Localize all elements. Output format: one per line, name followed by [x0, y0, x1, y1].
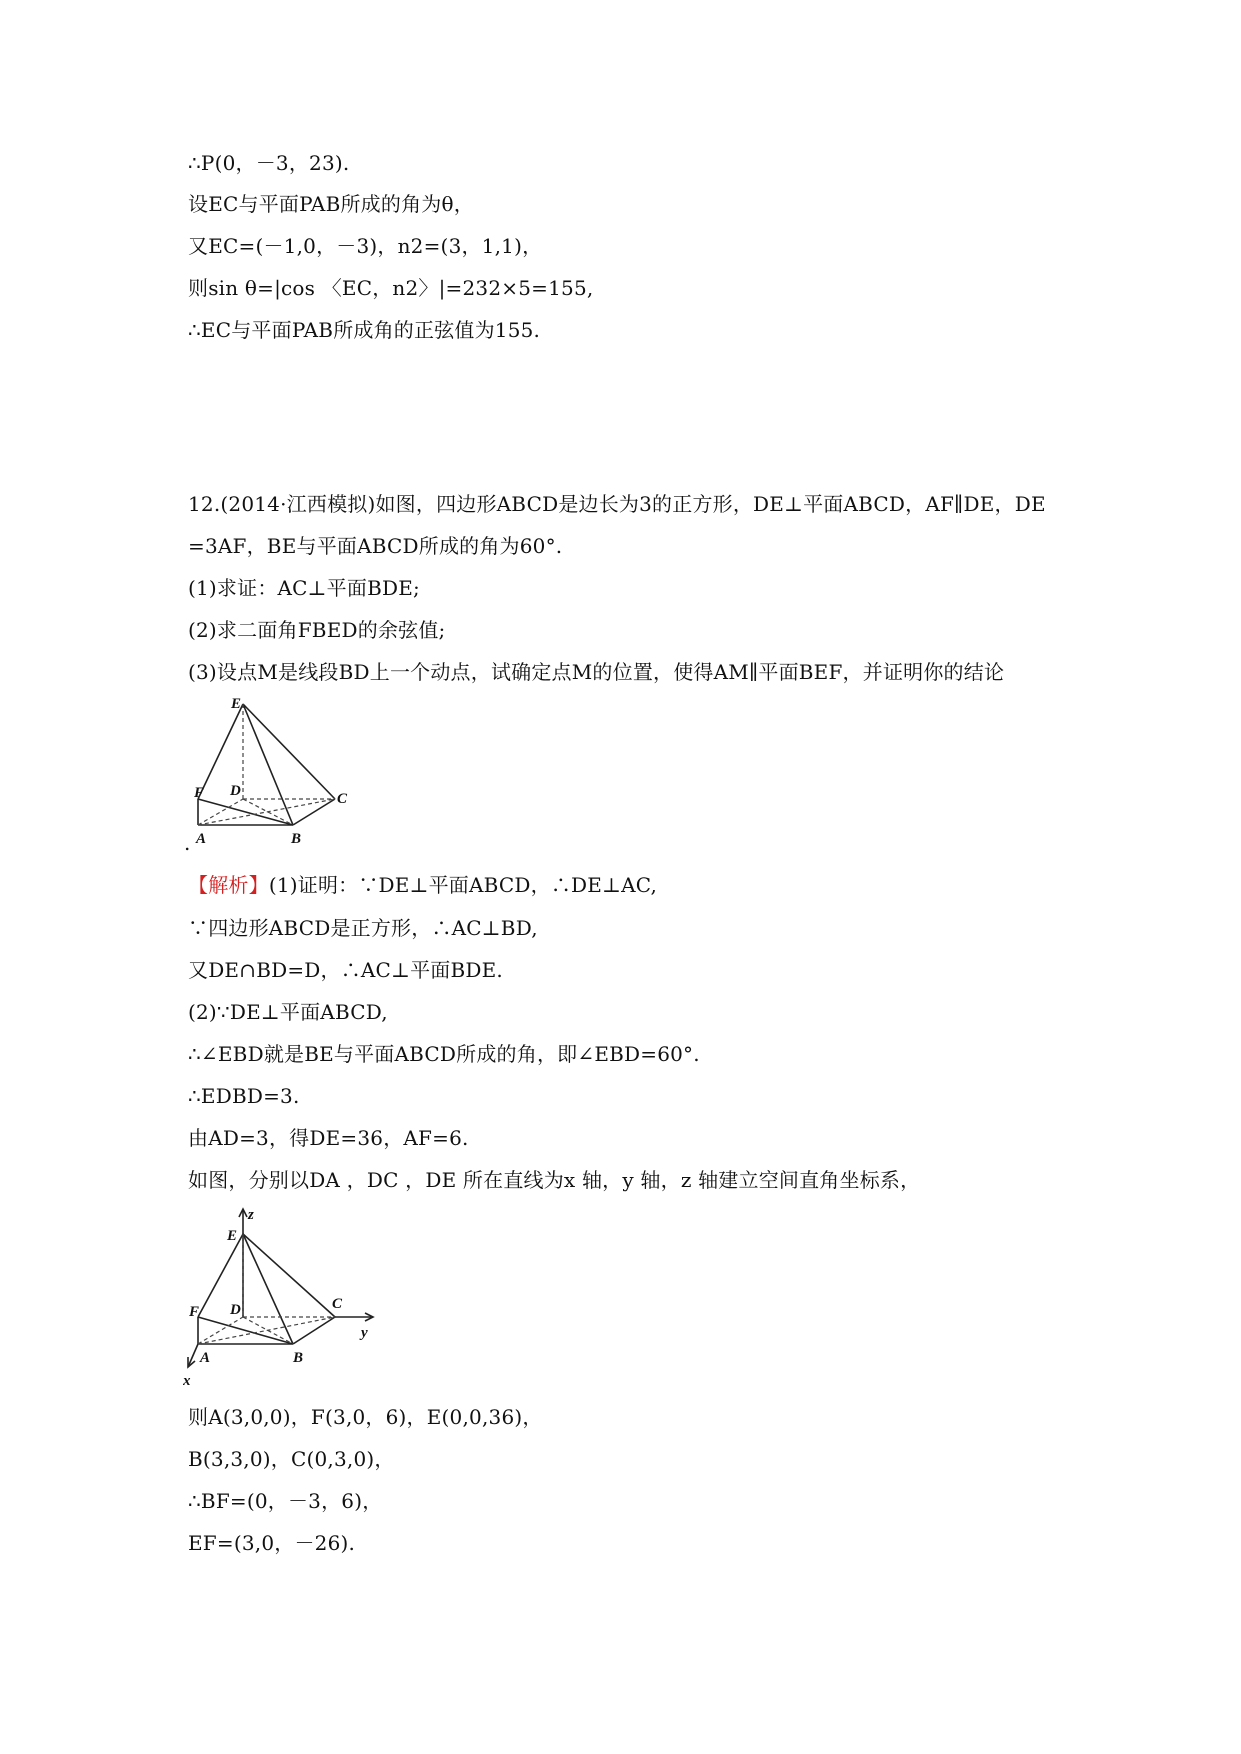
analysis-line: ∴BF=(0，－3，6)，	[188, 1489, 383, 1513]
label-E: E	[227, 1228, 238, 1244]
label-E: E	[231, 696, 242, 712]
label-C: C	[332, 1296, 343, 1312]
analysis-text: (1)证明：∵DE⊥平面ABCD，∴DE⊥AC,	[268, 873, 658, 897]
analysis-line: ∴∠EBD就是BE与平面ABCD所成的角，即∠EBD=60°.	[188, 1042, 700, 1066]
analysis-line: ∵四边形ABCD是正方形，∴AC⊥BD,	[188, 916, 538, 940]
analysis-line: 如图，分别以DA ，DC ，DE 所在直线为x 轴，y 轴，z 轴建立空间直角坐标系，	[188, 1168, 921, 1192]
axis-label-y: y	[361, 1325, 368, 1341]
axis-label-x: x	[183, 1373, 191, 1389]
problem-stem: =3AF，BE与平面ABCD所成的角为60°.	[188, 534, 563, 558]
geometry-figure-2	[183, 1205, 383, 1395]
problem-stem: 12.(2014·江西模拟)如图，四边形ABCD是边长为3的正方形，DE⊥平面ABCD，AF∥DE，DE	[188, 492, 1046, 516]
label-D: D	[230, 1302, 241, 1318]
analysis-line: (2)∵DE⊥平面ABCD,	[188, 1000, 388, 1024]
analysis-line: 又DE∩BD=D，∴AC⊥平面BDE.	[188, 958, 503, 982]
label-B: B	[293, 1350, 304, 1366]
analysis-line: EF=(3,0，－26).	[188, 1531, 356, 1555]
question-3: (3)设点M是线段BD上一个动点，试确定点M的位置，使得AM∥平面BEF，并证明你的结论	[188, 660, 1005, 684]
axis-label-z: z	[248, 1207, 254, 1223]
label-D: D	[230, 783, 241, 799]
geometry-figure-1	[185, 695, 360, 855]
question-1: (1)求证：AC⊥平面BDE;	[188, 576, 420, 600]
solution-line: ∴P(0，－3，23).	[188, 151, 350, 175]
label-F: F	[194, 785, 205, 801]
analysis-line: B(3,3,0)，C(0,3,0)，	[188, 1447, 395, 1471]
solution-line: 又EC=(－1,0，－3)，n2=(3，1,1)，	[188, 234, 543, 258]
analysis-line: ∴EDBD=3.	[188, 1084, 300, 1108]
analysis-tag: 【解析】	[188, 873, 269, 897]
figure-end-mark: .	[184, 831, 191, 855]
label-F: F	[189, 1304, 200, 1320]
solution-line: 设EC与平面PAB所成的角为θ，	[188, 192, 474, 216]
label-B: B	[291, 831, 302, 847]
label-C: C	[337, 791, 348, 807]
analysis-line	[188, 872, 657, 898]
solution-line: 则sin θ=|cos 〈EC，n2〉|=232×5=155,	[188, 276, 594, 300]
analysis-line: 则A(3,0,0)，F(3,0，6)，E(0,0,36)，	[188, 1405, 543, 1429]
question-2: (2)求二面角FBED的余弦值;	[188, 618, 446, 642]
solution-line: ∴EC与平面PAB所成角的正弦值为155.	[188, 318, 541, 342]
label-A: A	[200, 1350, 211, 1366]
analysis-line: 由AD=3，得DE=36，AF=6.	[188, 1126, 469, 1150]
label-A: A	[196, 831, 207, 847]
